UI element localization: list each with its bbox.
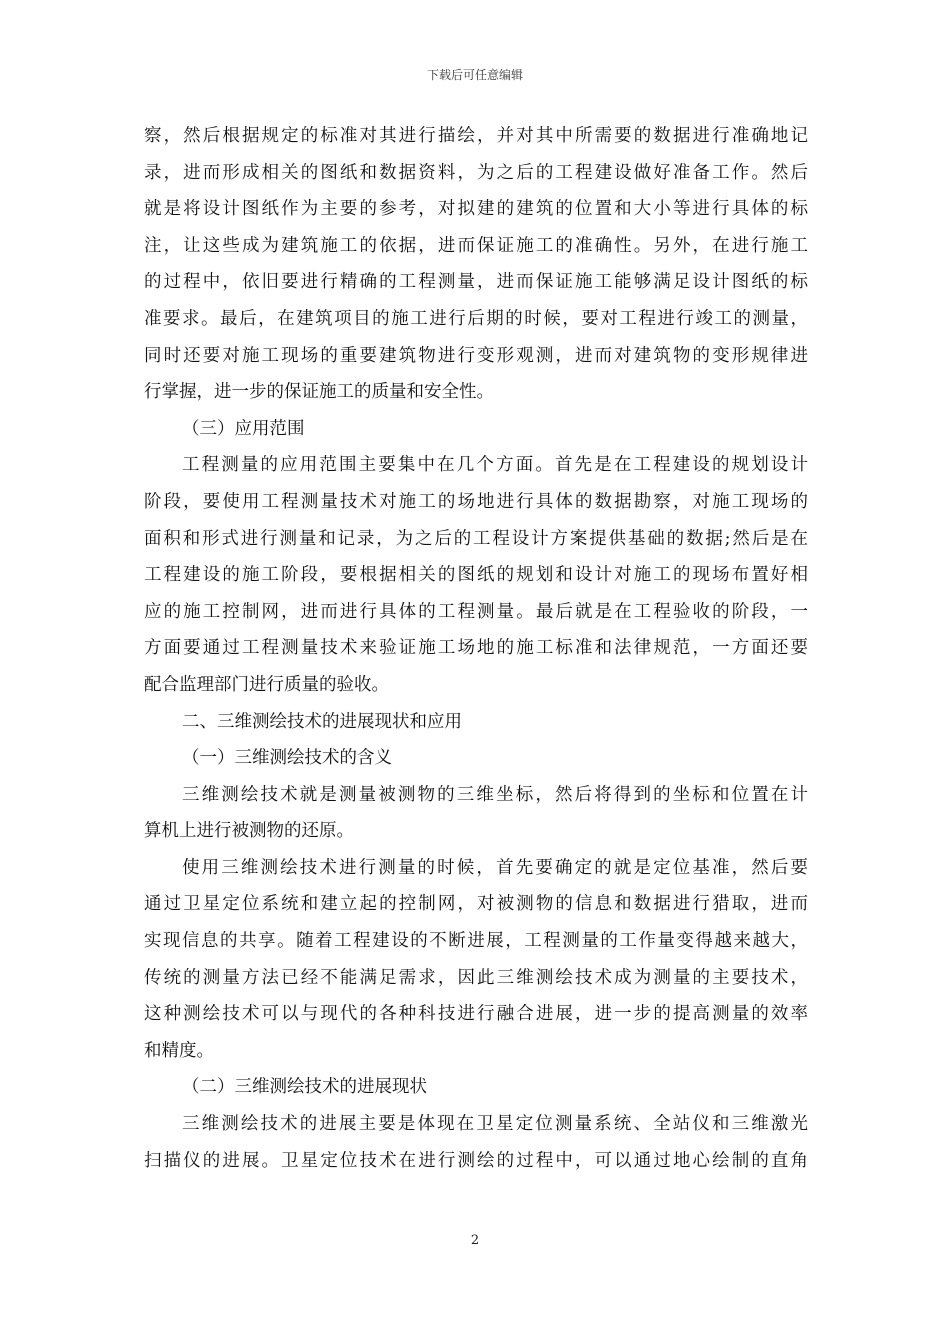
text-line: 录，进而形成相关的图纸和数据资料，为之后的工程建设做好准备工作。然后 (144, 162, 808, 183)
paragraph (144, 850, 808, 1070)
page-header: 下载后可任意编辑 (426, 68, 523, 82)
text-line: 使用三维测绘技术进行测量的时候，首先要确定的就是定位基准，然后要 (182, 857, 808, 878)
text-line: 算机上进行被测物的还原。 (144, 821, 354, 842)
paragraph (144, 447, 808, 703)
document-body (144, 118, 808, 1179)
paragraph (144, 1106, 808, 1179)
section-heading: （一）三维测绘技术的含义 (182, 748, 392, 769)
text-line: 通过卫星定位系统和建立起的控制网，对被测物的信息和数据进行猎取，进而 (144, 894, 808, 915)
text-line: 察，然后根据规定的标准对其进行描绘，并对其中所需要的数据进行准确地记 (144, 126, 808, 146)
text-line: 工程测量的应用范围主要集中在几个方面。首先是在工程建设的规划设计 (182, 455, 808, 476)
text-line: 同时还要对施工现场的重要建筑物进行变形观测，进而对建筑物的变形规律进 (144, 345, 808, 366)
text-line: 三维测绘技术就是测量被测物的三维坐标，然后将得到的坐标和位置在计 (182, 784, 808, 805)
text-line: 准要求。最后，在建筑项目的施工进行后期的时候，要对工程进行竣工的测量， (144, 308, 808, 329)
section-heading: （三）应用范围 (182, 418, 305, 439)
paragraph (144, 118, 808, 411)
text-line: 三维测绘技术的进展主要是体现在卫星定位测量系统、全站仪和三维激光 (182, 1114, 808, 1135)
text-line: 阶段，要使用工程测量技术对施工的场地进行具体的数据勘察，对施工现场的 (144, 491, 808, 512)
section-heading: 二、三维测绘技术的进展现状和应用 (182, 711, 462, 732)
text-line: 传统的测量方法已经不能满足需求，因此三维测绘技术成为测量的主要技术， (144, 967, 808, 988)
text-line: 注，让这些成为建筑施工的依据，进而保证施工的准确性。另外，在进行施工 (144, 235, 808, 256)
text-line: 行掌握，进一步的保证施工的质量和安全性。 (144, 382, 494, 403)
text-line: 就是将设计图纸作为主要的参考，对拟建的建筑的位置和大小等进行具体的标 (144, 199, 808, 220)
text-line: 方面要通过工程测量技术来验证施工场地的施工标准和法律规范，一方面还要 (144, 638, 808, 659)
paragraph (144, 777, 808, 850)
text-line: 实现信息的共享。随着工程建设的不断进展，工程测量的工作量变得越来越大， (144, 931, 808, 952)
text-line: 工程建设的施工阶段，要根据相关的图纸的规划和设计对施工的现场布置好相 (144, 565, 808, 586)
text-line: 和精度。 (144, 1040, 214, 1061)
text-line: 的过程中，依旧要进行精确的工程测量，进而保证施工能够满足设计图纸的标 (144, 272, 808, 293)
text-line: 这种测绘技术可以与现代的各种科技进行融合进展，进一步的提高测量的效率 (144, 1004, 808, 1025)
text-line: 扫描仪的进展。卫星定位技术在进行测绘的过程中，可以通过地心绘制的直角 (144, 1150, 808, 1171)
page-number: 2 (470, 1233, 480, 1248)
text-line: 配合监理部门进行质量的验收。 (144, 674, 389, 695)
section-heading: （二）三维测绘技术的进展现状 (182, 1077, 427, 1098)
text-line: 应的施工控制网，进而进行具体的工程测量。最后就是在工程验收的阶段，一 (144, 601, 808, 622)
text-line: 面积和形式进行测量和记录，为之后的工程设计方案提供基础的数据;然后是在 (144, 528, 808, 549)
